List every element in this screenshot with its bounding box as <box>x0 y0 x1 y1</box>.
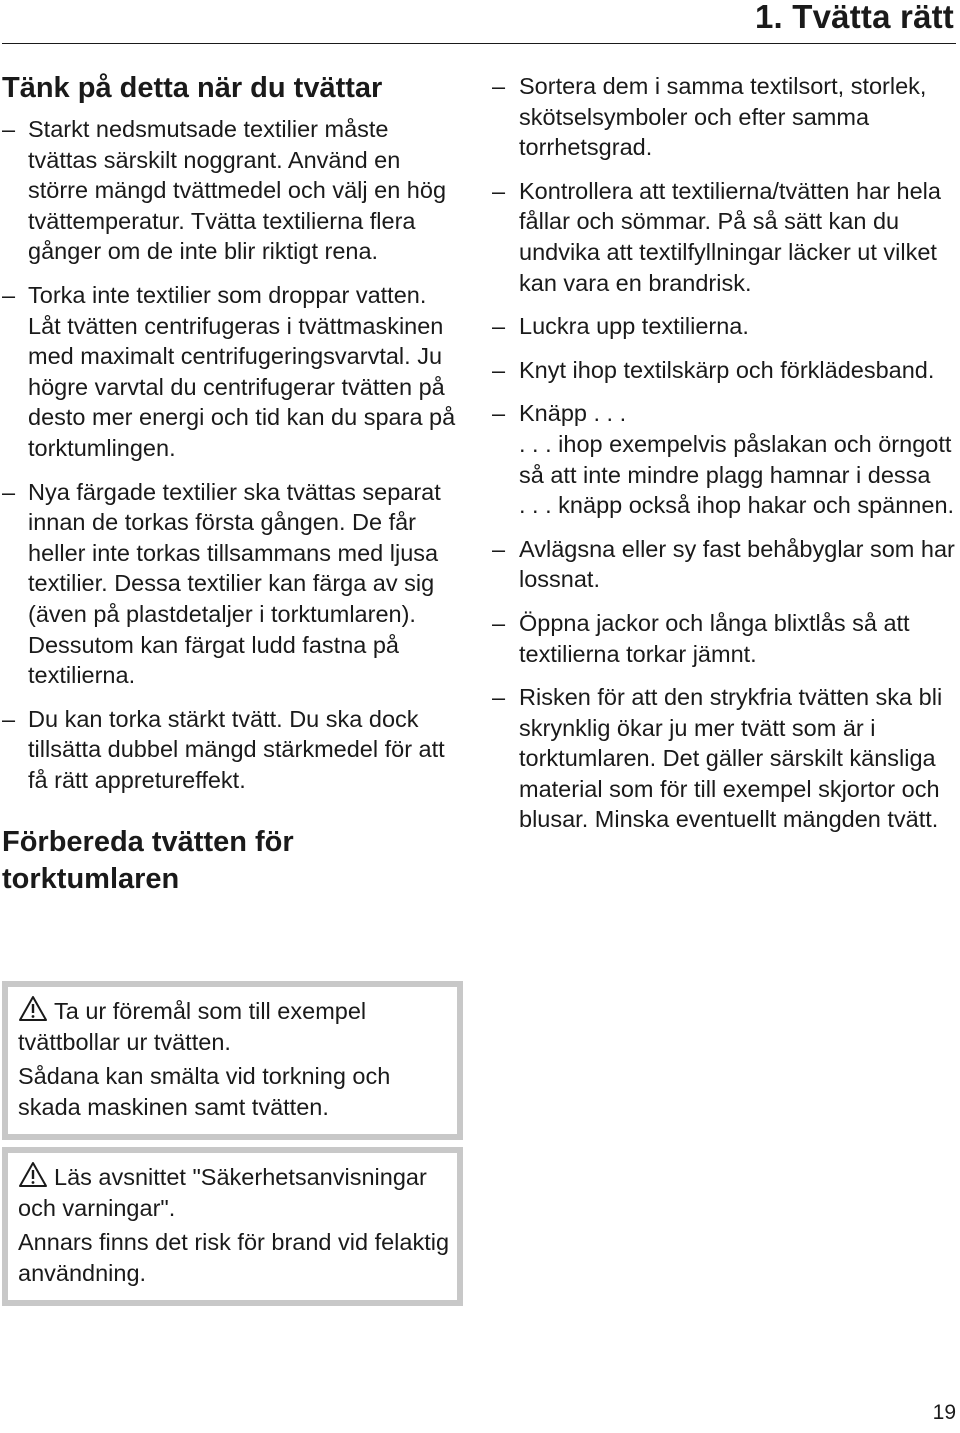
list-item: – Torka inte textilier som droppar vatten. Låt tvätten centrifugeras i tvättmaskinen med maximalt centrifugeringsvarvtal. Ju högre varvtal du centrifugerar tvätten på desto mer energi och tid kan du spara på torktumlingen. <box>2 281 456 461</box>
preparation-list <box>492 71 960 835</box>
dash-bullet: – <box>492 177 506 204</box>
warning-text: Ta ur föremål som till exempel tvättbollar ur tvätten. <box>18 995 457 1057</box>
dash-bullet: – <box>492 73 506 99</box>
right-column <box>492 71 960 848</box>
warning-note: Sådana kan smälta vid torkning och skada maskinen samt tvätten. <box>18 1063 391 1120</box>
list-item: – Du kan torka stärkt tvätt. Du ska dock tillsätta dubbel mängd stärkmedel för att få rätt appretureffekt. <box>2 705 445 793</box>
dash-bullet: – <box>492 609 506 636</box>
list-item: – Starkt nedsmutsade textilier måste tvättas särskilt noggrant. Använd en större mängd tvättmedel och välj en hög tvättemperatur. Tvätta textilierna flera gånger om de inte blir riktigt rena. <box>2 116 447 265</box>
dash-bullet: – <box>492 400 506 427</box>
warning-triangle-icon <box>18 1161 48 1188</box>
sub-item: . . . knäpp också ihop hakar och spännen. <box>519 492 955 519</box>
dash-bullet: – <box>492 313 506 340</box>
list-item: – Avlägsna eller sy fast behåbyglar som har lossnat. <box>492 535 955 593</box>
dash-bullet: – <box>492 684 506 711</box>
list-item: – Öppna jackor och långa blixtlås så att textilierna torkar jämnt. <box>492 609 910 667</box>
list-item: – Risken för att den strykfria tvätten ska bli skrynklig ökar ju mer tvätt som är i torktumlaren. Det gäller särskilt känsliga material som för till exempel skjortor och blusar. Minska eventuellt mängden tvätt. <box>492 684 943 833</box>
warning-box-remove-items <box>2 981 463 1140</box>
page-number: 19 <box>932 1401 956 1424</box>
list-item: – Kontrollera att textilierna/tvätten har hela fållar och sömmar. På så sätt kan du undvika att textilfyllningar läcker ut vilket kan vara en brandrisk. <box>492 177 941 296</box>
warning-text: Läs avsnittet "Säkerhetsanvisningar och varningar". <box>18 1161 457 1223</box>
dash-bullet: – <box>2 705 16 732</box>
warning-triangle-icon <box>18 995 48 1022</box>
sub-item: . . . ihop exempelvis påslakan och örngott så att inte mindre plagg hamnar i dessa <box>519 430 952 488</box>
section-heading-washing: Tänk på detta när du tvättar <box>2 72 383 104</box>
dash-bullet: – <box>492 535 506 562</box>
dash-bullet: – <box>2 116 16 142</box>
left-column <box>2 70 464 898</box>
list-item: – Sortera dem i samma textilsort, storlek, skötselsymboler och efter samma torrhetsgrad. <box>492 73 927 161</box>
warning-box-safety-instructions <box>2 1147 463 1306</box>
header-divider <box>2 43 956 44</box>
chapter-title: 1. Tvätta rätt <box>754 0 954 35</box>
list-item: – Nya färgade textilier ska tvättas separat innan de torkas första gången. De får heller inte torkas tillsammans med ljusa textilier. Dessa textilier kan färga av sig (även på plastdetaljer i torktumlaren). Dessutom kan färgat ludd fastna på textilierna. <box>2 478 441 689</box>
dash-bullet: – <box>492 356 506 383</box>
list-item: – Knyt ihop textilskärp och förklädesband. <box>492 355 960 386</box>
dash-bullet: – <box>2 281 16 308</box>
section-heading-prepare: Förbereda tvätten för torktumlaren <box>2 826 294 896</box>
washing-tips-list <box>2 114 464 795</box>
warning-note: Annars finns det risk för brand vid felaktig användning. <box>18 1229 450 1286</box>
list-item-knapp: – Knäpp . . . . . . ihop exempelvis påslakan och örngott så att inte mindre plagg hamnar i dessa . . . knäpp också ihop hakar och spännen. <box>492 398 960 520</box>
list-item: – Luckra upp textilierna. <box>492 311 960 342</box>
dash-bullet: – <box>2 478 16 505</box>
